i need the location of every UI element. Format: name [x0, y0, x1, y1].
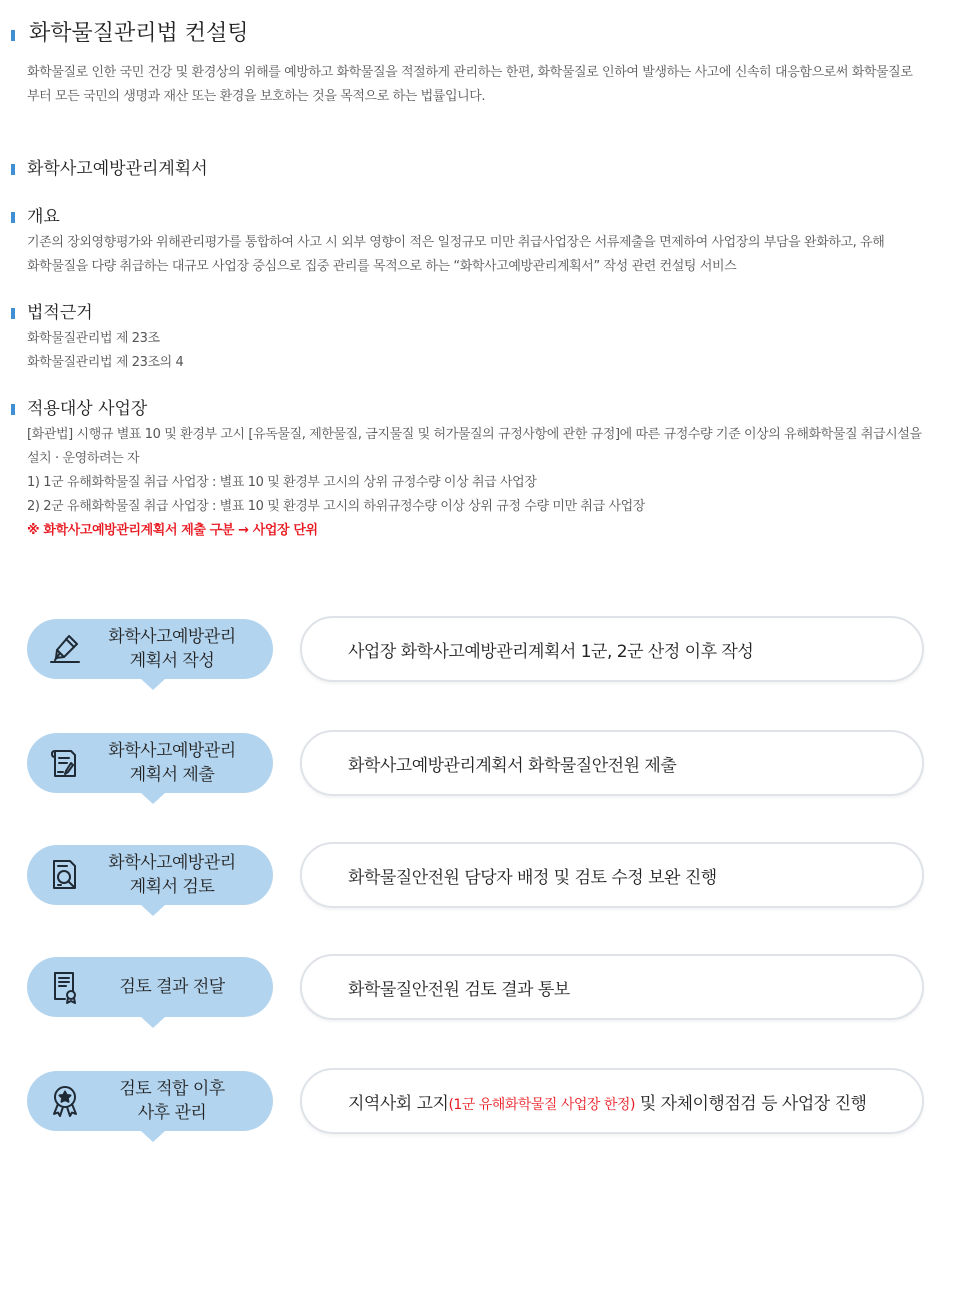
step-label	[91, 733, 253, 793]
process-step-review	[0, 842, 960, 922]
step-label	[91, 957, 253, 1017]
document-search-icon	[47, 857, 83, 893]
overview-paragraph	[27, 231, 952, 279]
award-badge-icon	[47, 1083, 83, 1119]
step-label-line: 검토 결과 전달	[119, 977, 225, 997]
target-note: ※ 화학사고예방관리계획서 제출 구분 → 사업장 단위	[27, 523, 318, 538]
overview-line: 기존의 장외영향평가와 위해관리평가를 통합하여 사고 시 외부 영향이 적은 일정규모 미만 취급사업장은 서류제출을 면제하여 사업장의 부담을 완화하고, 유해	[27, 235, 885, 250]
process-step-result	[0, 954, 960, 1034]
step-label-line: 계획서 검토	[129, 877, 215, 897]
step-label	[91, 1071, 253, 1131]
page-title: 화학물질관리법 컨설팅	[29, 19, 249, 49]
step-bubble	[27, 1071, 273, 1131]
step-description	[300, 616, 924, 682]
step-label-line: 화학사고예방관리	[108, 741, 236, 761]
document-submit-icon	[47, 745, 83, 781]
step-label-line: 사후 관리	[137, 1103, 207, 1123]
step-description-text: 화학사고예방관리계획서 화학물질안전원 제출	[348, 755, 677, 776]
step-bubble	[27, 957, 273, 1017]
plan-heading: 화학사고예방관리계획서	[27, 159, 208, 179]
intro-line: 부터 모든 국민의 생명과 재산 또는 환경을 보호하는 것을 목적으로 하는 법률입니다.	[27, 89, 486, 104]
certificate-icon	[47, 969, 83, 1005]
target-line: 설치 · 운영하려는 자	[27, 451, 140, 466]
legal-heading: 법적근거	[27, 303, 93, 323]
step-bubble	[27, 619, 273, 679]
step-label-line: 화학사고예방관리	[108, 853, 236, 873]
step-description-text: 화학물질안전원 검토 결과 통보	[348, 979, 570, 1000]
step-description-text: 화학물질안전원 담당자 배정 및 검토 수정 보완 진행	[348, 867, 717, 888]
pen-writing-icon	[47, 631, 83, 667]
legal-line: 화학물질관리법 제 23조의 4	[27, 355, 184, 370]
target-line: 2) 2군 유해화학물질 취급 사업장 : 별표 10 및 환경부 고시의 하위규정수량 이상 상위 규정 수량 미만 취급 사업장	[27, 499, 645, 514]
step-description-text: 사업장 화학사고예방관리계획서 1군, 2군 산정 이후 작성	[348, 641, 754, 662]
intro-line: 화학물질로 인한 국민 건강 및 환경상의 위해를 예방하고 화학물질을 적절하게 관리하는 한편, 화학물질로 인하여 발생하는 사고에 신속히 대응함으로써 화학물질로	[27, 65, 913, 80]
overview-line: 화학물질을 다량 취급하는 대규모 사업장 중심으로 집중 관리를 목적으로 하는 “화학사고예방관리계획서” 작성 관련 컨설팅 서비스	[27, 259, 737, 274]
target-heading: 적용대상 사업장	[27, 399, 148, 419]
step-description	[300, 842, 924, 908]
overview-heading: 개요	[27, 207, 60, 227]
target-paragraph	[27, 423, 952, 543]
step-label-line: 계획서 제출	[129, 765, 215, 785]
step-bubble	[27, 845, 273, 905]
process-step-aftercare	[0, 1068, 960, 1148]
intro-paragraph	[27, 61, 952, 109]
step-label-line: 계획서 작성	[129, 651, 215, 671]
legal-line: 화학물질관리법 제 23조	[27, 331, 160, 346]
step-label	[91, 619, 253, 679]
step-label	[91, 845, 253, 905]
step-bubble	[27, 733, 273, 793]
step-description	[300, 1068, 924, 1134]
step-label-line: 검토 적합 이후	[119, 1079, 225, 1099]
process-step-submit	[0, 730, 960, 810]
process-step-write	[0, 616, 960, 696]
step-description	[300, 730, 924, 796]
legal-paragraph	[27, 327, 952, 375]
target-line: [화관법] 시행규 별표 10 및 환경부 고시 [유독물질, 제한물질, 금지물질 및 허가물질의 규정사항에 관한 규정]에 따른 규정수량 기준 이상의 유해화학물질 취급시설을	[27, 427, 922, 442]
step-description-highlight: (1군 유해화학물질 사업장 한정)	[448, 1096, 635, 1113]
target-line: 1) 1군 유해화학물질 취급 사업장 : 별표 10 및 환경부 고시의 상위 규정수량 이상 취급 사업장	[27, 475, 537, 490]
step-description-text: 지역사회 고지(1군 유해화학물질 사업장 한정) 및 자체이행점검 등 사업장 진행	[348, 1093, 867, 1114]
step-description	[300, 954, 924, 1020]
step-label-line: 화학사고예방관리	[108, 627, 236, 647]
